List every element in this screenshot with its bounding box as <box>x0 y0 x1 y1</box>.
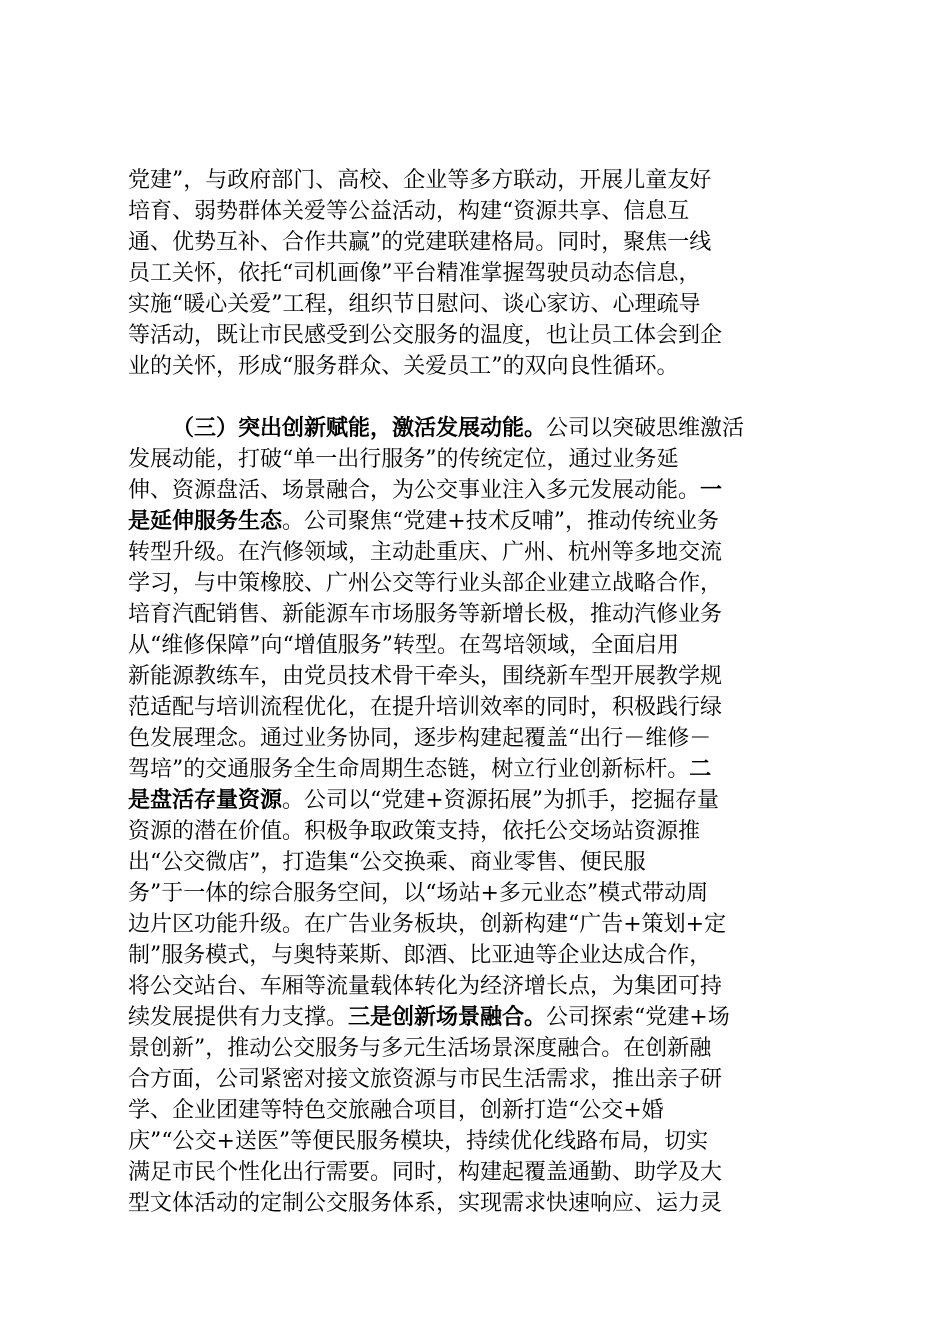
text-line: 培育、弱势群体关爱等公益活动，构建“资源共享、信息互 <box>128 199 690 224</box>
text-run: 公司探索“党建+场 <box>546 1005 730 1030</box>
bold-run: 二 <box>689 757 712 782</box>
text-line <box>128 785 830 816</box>
text-line: 转型升级。在汽修领域，主动赴重庆、广州、杭州等多地交流 <box>128 540 723 565</box>
section-heading: （三）突出创新赋能，激活发展动能。 <box>172 416 547 441</box>
subheading-1: 是延伸服务生态 <box>128 509 283 534</box>
text-line <box>128 1002 830 1033</box>
text-line: 培育汽配销售、新能源车市场服务等新增长极，推动汽修业务 <box>128 602 723 627</box>
text-line: 满足市民个性化出行需要。同时，构建起覆盖通勤、助学及大 <box>128 1160 723 1185</box>
text-line: 学习，与中策橡胶、广州公交等行业头部企业建立战略合作， <box>128 571 723 596</box>
text-line <box>128 506 830 537</box>
text-line: 型文体活动的定制公交服务体系，实现需求快速响应、运力灵 <box>128 1191 723 1216</box>
bold-run: 一 <box>700 478 723 503</box>
text-line: 色发展理念。通过业务协同，逐步构建起覆盖“出行－维修－ <box>128 726 712 751</box>
text-line <box>128 754 830 785</box>
text-line <box>128 413 830 444</box>
text-line: 制”服务模式，与奥特莱斯、郎酒、比亚迪等企业达成合作， <box>128 943 712 968</box>
subheading-3: 三是创新场景融合。 <box>348 1005 547 1030</box>
text-run: 。公司以“党建+资源拓展”为抓手，挖掘存量 <box>282 788 719 813</box>
text-line: 出“公交微店”，打造集“公交换乘、商业零售、便民服 <box>128 850 646 875</box>
text-line: 务”于一体的综合服务空间，以“场站+多元业态”模式带动周 <box>128 881 709 906</box>
text-line: 合方面，公司紧密对接文旅资源与市民生活需求，推出亲子研 <box>128 1067 723 1092</box>
text-run: 公司以突破思维激活 <box>546 416 745 441</box>
text-line: 员工关怀，依托“司机画像”平台精准掌握驾驶员动态信息， <box>128 261 701 286</box>
text-line: 学、企业团建等特色交旅融合项目，创新打造“公交+婚 <box>128 1098 664 1123</box>
text-line <box>128 475 830 506</box>
text-line: 等活动，既让市民感受到公交服务的温度，也让员工体会到企 <box>128 323 723 348</box>
text-line: 景创新”，推动公交服务与多元生活场景深度融合。在创新融 <box>128 1036 712 1061</box>
text-line: 发展动能，打破“单一出行服务”的传统定位，通过业务延 <box>128 447 679 472</box>
text-line: 从“维修保障”向“增值服务”转型。在驾培领域，全面启用 <box>128 633 679 658</box>
text-run: 伸、资源盘活、场景融合，为公交事业注入多元发展动能。 <box>128 478 701 503</box>
paragraph-2 <box>128 413 830 1219</box>
text-line: 党建”，与政府部门、高校、企业等多方联动，开展儿童友好 <box>128 168 712 193</box>
paragraph-gap <box>128 382 830 413</box>
text-line: 新能源教练车，由党员技术骨干牵头，围绕新车型开展教学规 <box>128 664 723 689</box>
subheading-2: 是盘活存量资源 <box>128 788 283 813</box>
text-line: 将公交站台、车厢等流量载体转化为经济增长点，为集团可持 <box>128 974 723 999</box>
text-line: 通、优势互补、合作共赢”的党建联建格局。同时，聚焦一线 <box>128 230 712 255</box>
text-line: 实施“暖心关爱”工程，组织节日慰问、谈心家访、心理疏导 <box>128 292 701 317</box>
text-line: 业的关怀，形成“服务群众、关爱员工”的双向良性循环。 <box>128 354 679 379</box>
text-line: 范适配与培训流程优化，在提升培训效率的同时，积极践行绿 <box>128 695 723 720</box>
document-body <box>128 165 830 1219</box>
text-run: 。公司聚焦“党建+技术反哺”，推动传统业务 <box>282 509 719 534</box>
text-line: 资源的潜在价值。积极争取政策支持，依托公交场站资源推 <box>128 819 701 844</box>
text-run: 续发展提供有力支撑。 <box>128 1005 349 1030</box>
text-run: 驾培”的交通服务全生命周期生态链，树立行业创新标杆。 <box>128 757 690 782</box>
text-line: 庆”“公交+送医”等便民服务模块，持续优化线路布局，切实 <box>128 1129 709 1154</box>
text-line: 边片区功能升级。在广告业务板块，创新构建“广告+策划+定 <box>128 912 727 937</box>
paragraph-1 <box>128 165 830 382</box>
